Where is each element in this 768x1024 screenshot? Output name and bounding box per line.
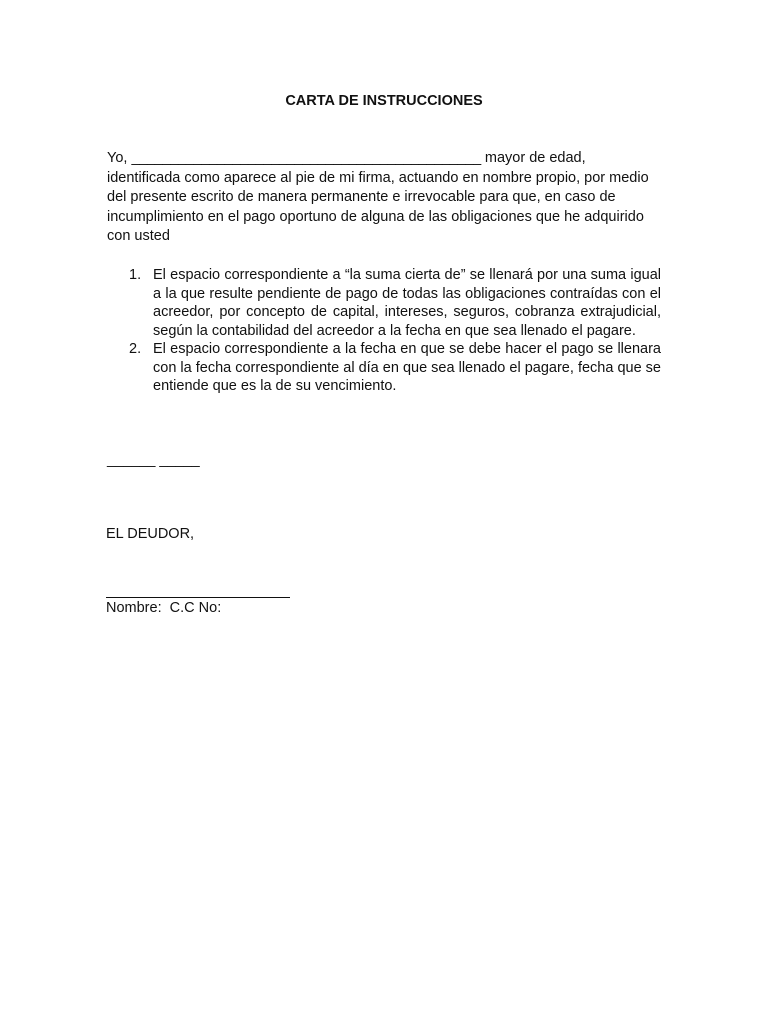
intro-paragraph	[107, 149, 662, 247]
list-item	[107, 340, 661, 396]
list-item-text: El espacio correspondiente a “la suma cierta de” se llenará por una suma igual a la que resulte pendiente de pago de todas las obligaciones contraídas con el acreedor, por concepto de capital, intereses, seguros, cobranza extrajudicial, según la contabilidad del acreedor a la fecha en que sea llenado el pagare.	[153, 267, 661, 339]
list-item-text: El espacio correspondiente a la fecha en que se debe hacer el pago se llenara con la fecha correspondiente al día en que sea llenado el pagare, fecha que se entiende que es la de su vencimiento.	[153, 341, 661, 394]
list-item	[107, 266, 661, 340]
document-title: CARTA DE INSTRUCCIONES	[285, 93, 483, 109]
list-item-number: 2.	[129, 341, 142, 357]
instructions-list	[107, 266, 661, 396]
list-item-number: 1.	[129, 267, 142, 283]
intro-prefix: Yo,	[107, 150, 132, 166]
signature-line	[106, 597, 290, 598]
name-blank: _____________________________________________	[131, 150, 481, 166]
signature-label: Nombre: C.C No:	[106, 600, 222, 616]
intro-text: mayor de edad, identificada como aparece al pie de mi firma, actuando en nombre propio, por medio del presente escrito de manera permanente e irrevocable para que, en caso de incumplimiento en el pago oportuno de alguna de las obligaciones que he adquirido con usted	[107, 150, 649, 244]
date-blanks: ______ _____	[107, 452, 200, 468]
debtor-label: EL DEUDOR,	[106, 526, 195, 542]
